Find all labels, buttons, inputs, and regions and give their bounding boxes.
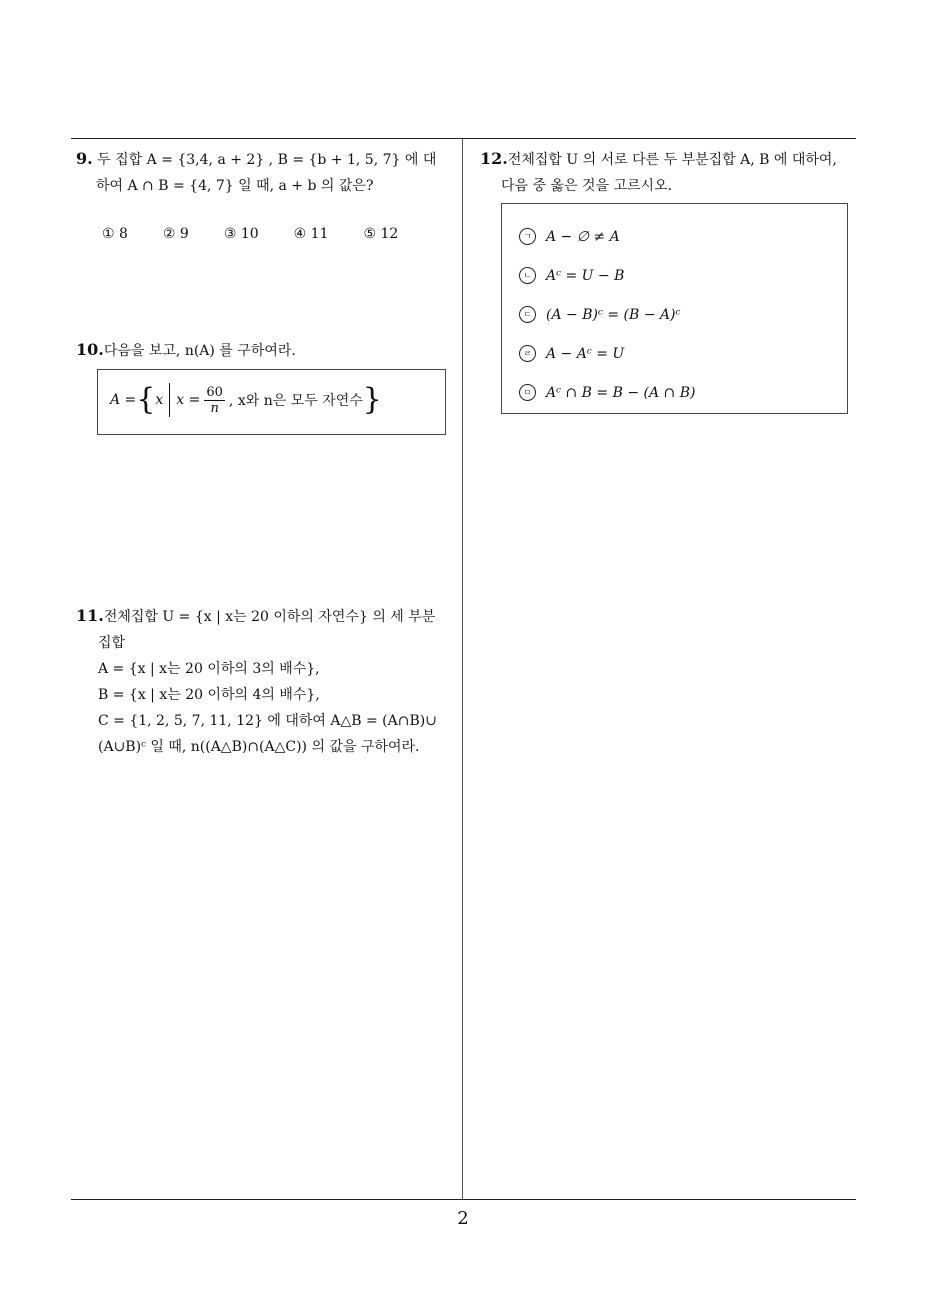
set-var: x bbox=[155, 392, 164, 408]
option-expr-2: Aᶜ = U − B bbox=[546, 267, 625, 284]
brace-open: { bbox=[136, 382, 156, 417]
cond-rest: , x와 n은 모두 자연수 bbox=[228, 393, 363, 409]
option-item-4[interactable] bbox=[519, 345, 624, 362]
question-11-text3: A = {x | x는 20 이하의 3의 배수}, bbox=[98, 661, 320, 677]
option-mark-3: ㄷ bbox=[519, 306, 536, 323]
choice-4[interactable]: ④ 11 bbox=[293, 226, 329, 242]
choice-3[interactable]: ③ 10 bbox=[223, 226, 259, 242]
question-11-number: 11. bbox=[76, 606, 104, 625]
question-12-number: 12. bbox=[480, 149, 508, 168]
question-11-text5: C = {1, 2, 5, 7, 11, 12} 에 대하여 A△B = (A∩B)∪ bbox=[98, 713, 437, 729]
question-11-text6: (A∪B)ᶜ 일 때, n((A△B)∩(A△C)) 의 값을 구하여라. bbox=[98, 739, 420, 755]
question-9-text1: 두 집합 A = {3,4, a + 2} , B = {b + 1, 5, 7} 에 대 bbox=[97, 152, 437, 168]
question-12-box bbox=[501, 203, 848, 414]
top-rule bbox=[71, 138, 856, 139]
set-lhs: A = bbox=[110, 392, 137, 408]
question-11-text2: 집합 bbox=[98, 635, 126, 651]
question-12 bbox=[480, 146, 862, 199]
page-number: 2 bbox=[457, 1208, 469, 1229]
question-10-text: 다음을 보고, n(A) 를 구하여라. bbox=[103, 343, 296, 359]
question-12-text2: 다음 중 옳은 것을 고르시오. bbox=[501, 178, 673, 194]
bottom-rule bbox=[71, 1199, 856, 1200]
fraction-denominator: n bbox=[210, 400, 219, 416]
option-mark-1: ㄱ bbox=[519, 228, 536, 245]
choice-2[interactable]: ② 9 bbox=[162, 226, 189, 242]
choice-5[interactable]: ⑤ 12 bbox=[363, 226, 399, 242]
brace-close: } bbox=[362, 382, 382, 417]
option-expr-4: A − Aᶜ = U bbox=[546, 345, 625, 362]
option-mark-5: ㅁ bbox=[519, 384, 536, 401]
question-9 bbox=[76, 146, 458, 199]
option-item-3[interactable] bbox=[519, 306, 680, 323]
question-10-box bbox=[97, 369, 446, 435]
question-11-text4: B = {x | x는 20 이하의 4의 배수}, bbox=[98, 687, 320, 703]
cond-lhs: x = bbox=[176, 392, 201, 408]
set-definition bbox=[110, 383, 382, 417]
question-11-line1 bbox=[76, 603, 460, 630]
choice-1[interactable]: ① 8 bbox=[102, 226, 128, 242]
option-item-1[interactable] bbox=[519, 228, 620, 245]
column-divider bbox=[462, 139, 463, 1199]
question-9-line1 bbox=[76, 146, 458, 173]
option-mark-2: ㄴ bbox=[519, 267, 536, 284]
question-9-choices bbox=[102, 226, 433, 242]
fraction-numerator: 60 bbox=[206, 384, 223, 400]
question-12-line1 bbox=[480, 146, 862, 173]
question-10 bbox=[76, 337, 456, 364]
option-item-2[interactable] bbox=[519, 267, 624, 284]
option-expr-3: (A − B)ᶜ = (B − A)ᶜ bbox=[546, 306, 681, 323]
set-bar bbox=[169, 383, 170, 417]
option-expr-1: A − ∅ ≠ A bbox=[546, 228, 620, 245]
option-mark-4: ㄹ bbox=[519, 345, 536, 362]
option-item-5[interactable] bbox=[519, 384, 695, 401]
question-9-number: 9. bbox=[76, 149, 93, 168]
question-11-text1: 전체집합 U = {x | x는 20 이하의 자연수} 의 세 부분 bbox=[103, 609, 436, 625]
question-11 bbox=[76, 603, 460, 760]
option-expr-5: Aᶜ ∩ B = B − (A ∩ B) bbox=[546, 384, 696, 401]
question-12-text1: 전체집합 U 의 서로 다른 두 부분집합 A, B 에 대하여, bbox=[507, 152, 837, 168]
fraction bbox=[204, 385, 225, 416]
question-10-number: 10. bbox=[76, 340, 104, 359]
question-9-text2: 하여 A ∩ B = {4, 7} 일 때, a + b 의 값은? bbox=[96, 178, 374, 194]
